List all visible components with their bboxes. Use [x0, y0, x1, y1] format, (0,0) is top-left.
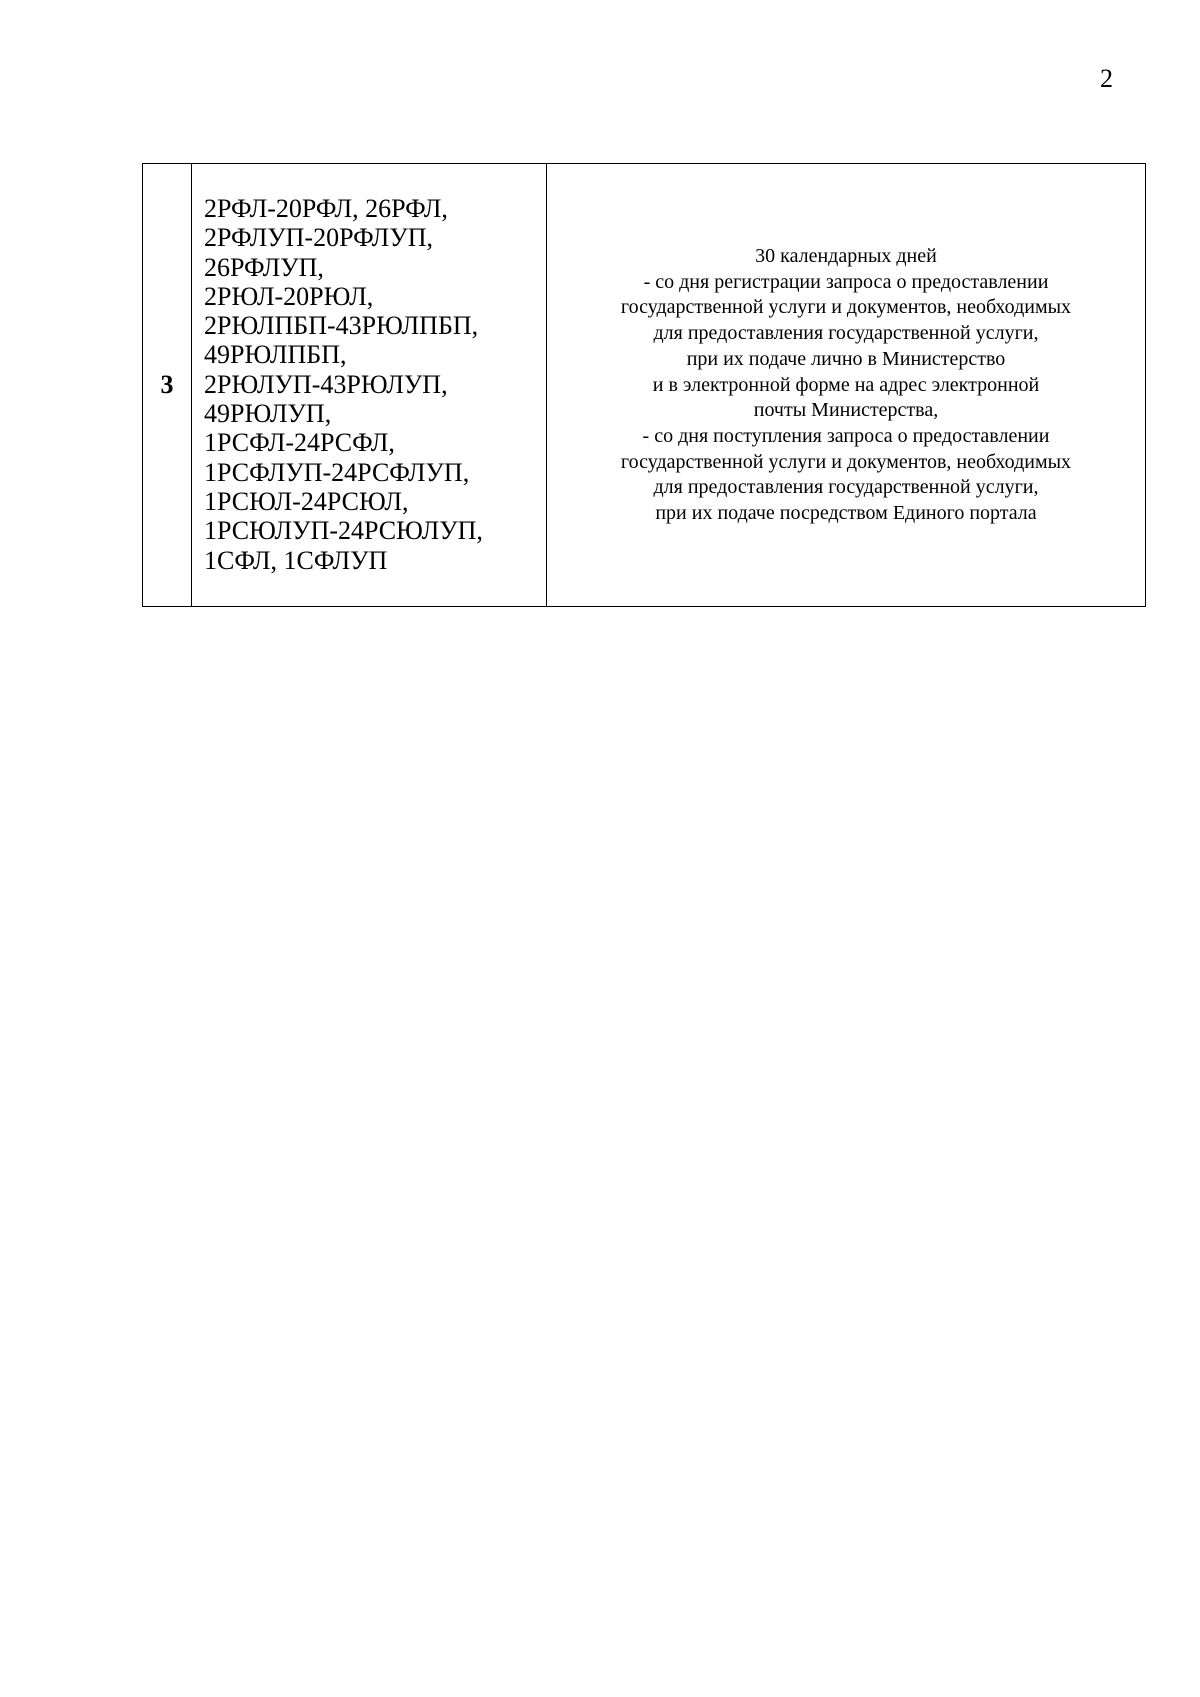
code-line: 1РСФЛУП-24РСФЛУП, — [204, 457, 470, 487]
term-line: для предоставления государственной услуги, — [653, 476, 1039, 499]
page-number: 2 — [1100, 64, 1113, 93]
code-line: 2РФЛ-20РФЛ, 26РФЛ, — [204, 194, 448, 223]
term-line: и в электронной форме на адрес электронной — [652, 373, 1040, 396]
term-line: при их подаче лично в Министерство — [686, 347, 1006, 370]
code-line: 1РСЮЛ-24РСЮЛ, — [204, 486, 409, 516]
row-number: 3 — [160, 370, 174, 399]
term-line: государственной услуги и документов, необходимых — [620, 450, 1072, 473]
row-number-cell — [143, 164, 192, 607]
code-line: 1РСФЛ-24РСФЛ, — [204, 428, 395, 458]
code-line: 49РЮЛПБП, — [204, 340, 347, 370]
term-line: при их подаче посредством Единого портала — [655, 502, 1037, 525]
term-line: - со дня поступления запроса о предоставлении — [642, 424, 1050, 447]
codes-list — [192, 164, 546, 575]
services-table — [142, 163, 1146, 607]
code-line: 2РФЛУП-20РФЛУП, — [204, 223, 433, 253]
term-text — [547, 164, 1145, 527]
term-cell — [547, 164, 1146, 607]
term-line: 30 календарных дней — [755, 245, 937, 267]
code-line: 49РЮЛУП, — [204, 399, 332, 429]
code-line: 2РЮЛУП-43РЮЛУП, — [204, 369, 448, 399]
table-row — [143, 164, 1146, 607]
code-line: 26РФЛУП, — [204, 252, 324, 282]
code-line: 2РЮЛ-20РЮЛ, — [204, 281, 374, 311]
term-line: почты Министерства, — [753, 399, 939, 422]
code-line: 1РСЮЛУП-24РСЮЛУП, — [204, 516, 483, 546]
term-line: для предоставления государственной услуги, — [653, 322, 1039, 345]
code-line: 1СФЛ, 1СФЛУП — [204, 545, 388, 575]
codes-cell — [192, 164, 547, 607]
code-line: 2РЮЛПБП-43РЮЛПБП, — [204, 311, 479, 341]
term-line: государственной услуги и документов, необходимых — [620, 296, 1072, 319]
term-line: - со дня регистрации запроса о предоставлении — [643, 270, 1049, 293]
